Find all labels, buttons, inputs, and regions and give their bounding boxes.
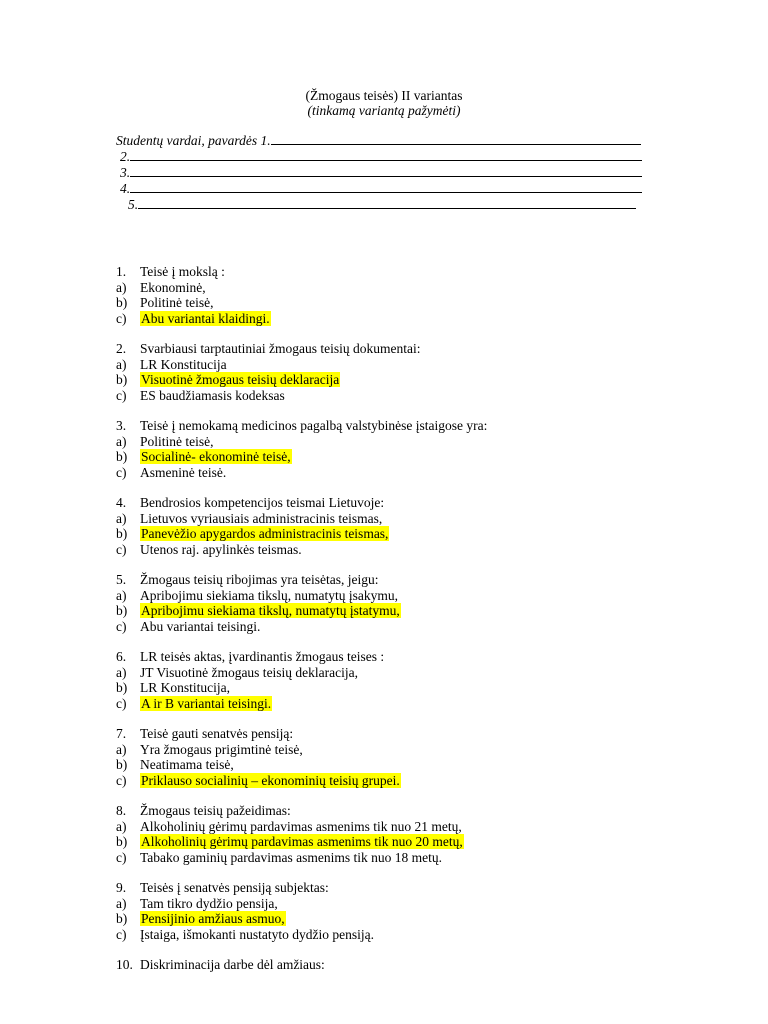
question-text: LR teisės aktas, įvardinantis žmogaus teises : [140,649,385,664]
question-item [116,341,716,403]
question-row [116,726,716,742]
answer-letter: a) [116,818,127,834]
question-number: 4. [116,495,127,510]
answer-option[interactable] [116,619,716,635]
answer-letter: c) [116,387,127,403]
question-number: 2. [116,341,127,356]
answer-text: JT Visuotinė žmogaus teisių deklaracija, [140,664,359,680]
answer-text-highlighted: Apribojimu siekiama tikslų, numatytų įstatymu, [141,603,400,618]
question-row [116,957,716,973]
answer-letter: a) [116,587,127,603]
page-subtitle: (tinkamą variantą pažymėti) [307,103,461,118]
answer-option[interactable] [116,742,716,758]
answer-option[interactable] [116,911,716,927]
question-item [116,495,716,557]
question-list [116,264,716,988]
answer-text-highlighted: Visuotinė žmogaus teisių deklaracija [141,372,340,387]
answer-option[interactable] [116,465,716,481]
student-number: 5. [128,197,139,212]
answer-option[interactable] [116,357,716,373]
question-item [116,418,716,480]
answer-letter: a) [116,664,127,680]
answer-text: Abu variantai teisingi. [140,618,261,634]
answer-text-highlighted: Priklauso socialinių – ekonominių teisių grupei. [141,772,400,788]
answer-text-highlighted: Pensijinio amžiaus asmuo, [141,911,285,926]
student-names-block [116,132,641,212]
question-item [116,572,716,634]
question-item [116,803,716,865]
answer-option[interactable] [116,295,716,311]
answer-letter: b) [116,295,128,310]
question-number: 10. [116,957,133,972]
question-number: 9. [116,880,127,895]
answer-text-highlighted: Panevėžio apygardos administracinis teismas, [141,526,389,541]
answer-letter: c) [116,772,127,788]
student-number: 3. [120,165,131,180]
question-text: Teisės į senatvės pensiją subjektas: [140,880,329,895]
answer-letter: a) [116,741,127,757]
answer-letter: c) [116,464,127,480]
answer-letter: b) [116,680,128,695]
answer-letter: b) [116,911,128,926]
question-item [116,264,716,326]
question-number: 1. [116,264,127,279]
question-number: 5. [116,572,127,587]
answer-option[interactable] [116,927,716,943]
answer-option[interactable] [116,511,716,527]
question-number: 7. [116,726,127,741]
answer-text-highlighted: Alkoholinių gėrimų pardavimas asmenims tik nuo 20 metų, [141,834,463,849]
answer-letter: a) [116,356,127,372]
question-number: 8. [116,803,127,818]
answer-text: Asmeninė teisė. [140,464,227,480]
question-row [116,803,716,819]
answer-letter: b) [116,372,128,387]
question-row [116,572,716,588]
question-text: Svarbiausi tarptautiniai žmogaus teisių dokumentai: [140,341,421,356]
answer-option[interactable] [116,603,716,619]
student-row-4 [120,180,645,196]
answer-text: Tam tikro dydžio pensija, [140,895,278,911]
answer-letter: a) [116,895,127,911]
question-item [116,957,716,973]
student-line-2 [130,148,642,161]
answer-letter: b) [116,449,128,464]
question-text: Bendrosios kompetencijos teismai Lietuvoje: [140,495,385,510]
question-number: 3. [116,418,127,433]
question-item [116,649,716,711]
answer-letter: c) [116,310,127,326]
page-title: (Žmogaus teisės) II variantas [305,88,463,103]
answer-letter: a) [116,433,127,449]
student-number: 4. [120,181,131,196]
question-text: Žmogaus teisių pažeidimas: [140,803,291,818]
answer-option[interactable] [116,819,716,835]
question-item [116,726,716,788]
answer-option[interactable] [116,834,716,850]
student-row-1 [116,132,641,148]
question-number: 6. [116,649,127,664]
question-row [116,495,716,511]
answer-text-highlighted: A ir B variantai teisingi. [141,695,272,711]
question-text: Teisė į nemokamą medicinos pagalbą valstybinėse įstaigose yra: [140,418,488,433]
student-row-3 [120,164,645,180]
answer-text: Neatimama teisė, [140,757,234,772]
answer-letter: c) [116,618,127,634]
answer-text: Alkoholinių gėrimų pardavimas asmenims tik nuo 21 metų, [140,818,462,834]
answer-text-highlighted: Socialinė- ekonominė teisė, [141,449,291,464]
student-line-5 [138,196,636,209]
question-row [116,649,716,665]
answer-letter: c) [116,695,127,711]
student-row-5 [128,196,653,212]
answer-option[interactable] [116,588,716,604]
answer-text: LR Konstitucija [140,356,227,372]
answer-option[interactable] [116,372,716,388]
question-text: Diskriminacija darbe dėl amžiaus: [140,957,325,972]
question-row [116,880,716,896]
answer-text: LR Konstitucija, [140,680,230,695]
answer-text: Yra žmogaus prigimtinė teisė, [140,741,303,757]
answer-option[interactable] [116,757,716,773]
answer-option[interactable] [116,696,716,712]
student-names-label: Studentų vardai, pavardės 1. [116,133,271,148]
answer-letter: b) [116,526,128,541]
answer-text: Politinė teisė, [140,295,214,310]
answer-option[interactable] [116,280,716,296]
question-row [116,341,716,357]
answer-text: Lietuvos vyriausiais administracinis teismas, [140,510,383,526]
answer-option[interactable] [116,680,716,696]
student-line-4 [130,180,642,193]
answer-text: Tabako gaminių pardavimas asmenims tik nuo 18 metų. [140,849,442,865]
question-item [116,880,716,942]
answer-option[interactable] [116,773,716,789]
answer-option[interactable] [116,449,716,465]
answer-option[interactable] [116,434,716,450]
question-row [116,264,716,280]
answer-option[interactable] [116,665,716,681]
answer-letter: a) [116,279,127,295]
answer-text: Apribojimu siekiama tikslų, numatytų įsakymu, [140,587,398,603]
question-text: Teisė į mokslą : [140,264,225,279]
question-row [116,418,716,434]
answer-letter: c) [116,541,127,557]
answer-text: Utenos raj. apylinkės teismas. [140,541,302,557]
question-text: Žmogaus teisių ribojimas yra teisėtas, jeigu: [140,572,379,587]
student-line-3 [130,164,642,177]
answer-letter: b) [116,757,128,772]
answer-option[interactable] [116,896,716,912]
student-number: 2. [120,149,131,164]
answer-text: Ekonominė, [140,279,206,295]
answer-letter: a) [116,510,127,526]
answer-option[interactable] [116,311,716,327]
answer-text: ES baudžiamasis kodeksas [140,387,285,403]
answer-option[interactable] [116,526,716,542]
student-row-2 [120,148,645,164]
answer-letter: b) [116,834,128,849]
answer-text-highlighted: Abu variantai klaidingi. [141,310,270,326]
answer-text: Įstaiga, išmokanti nustatyto dydžio pensiją. [140,926,374,942]
answer-option[interactable] [116,850,716,866]
answer-text: Politinė teisė, [140,433,214,449]
answer-option[interactable] [116,542,716,558]
question-text: Teisė gauti senatvės pensiją: [140,726,294,741]
answer-letter: c) [116,926,127,942]
answer-option[interactable] [116,388,716,404]
answer-letter: c) [116,849,127,865]
student-line-1 [271,132,641,145]
answer-letter: b) [116,603,128,618]
